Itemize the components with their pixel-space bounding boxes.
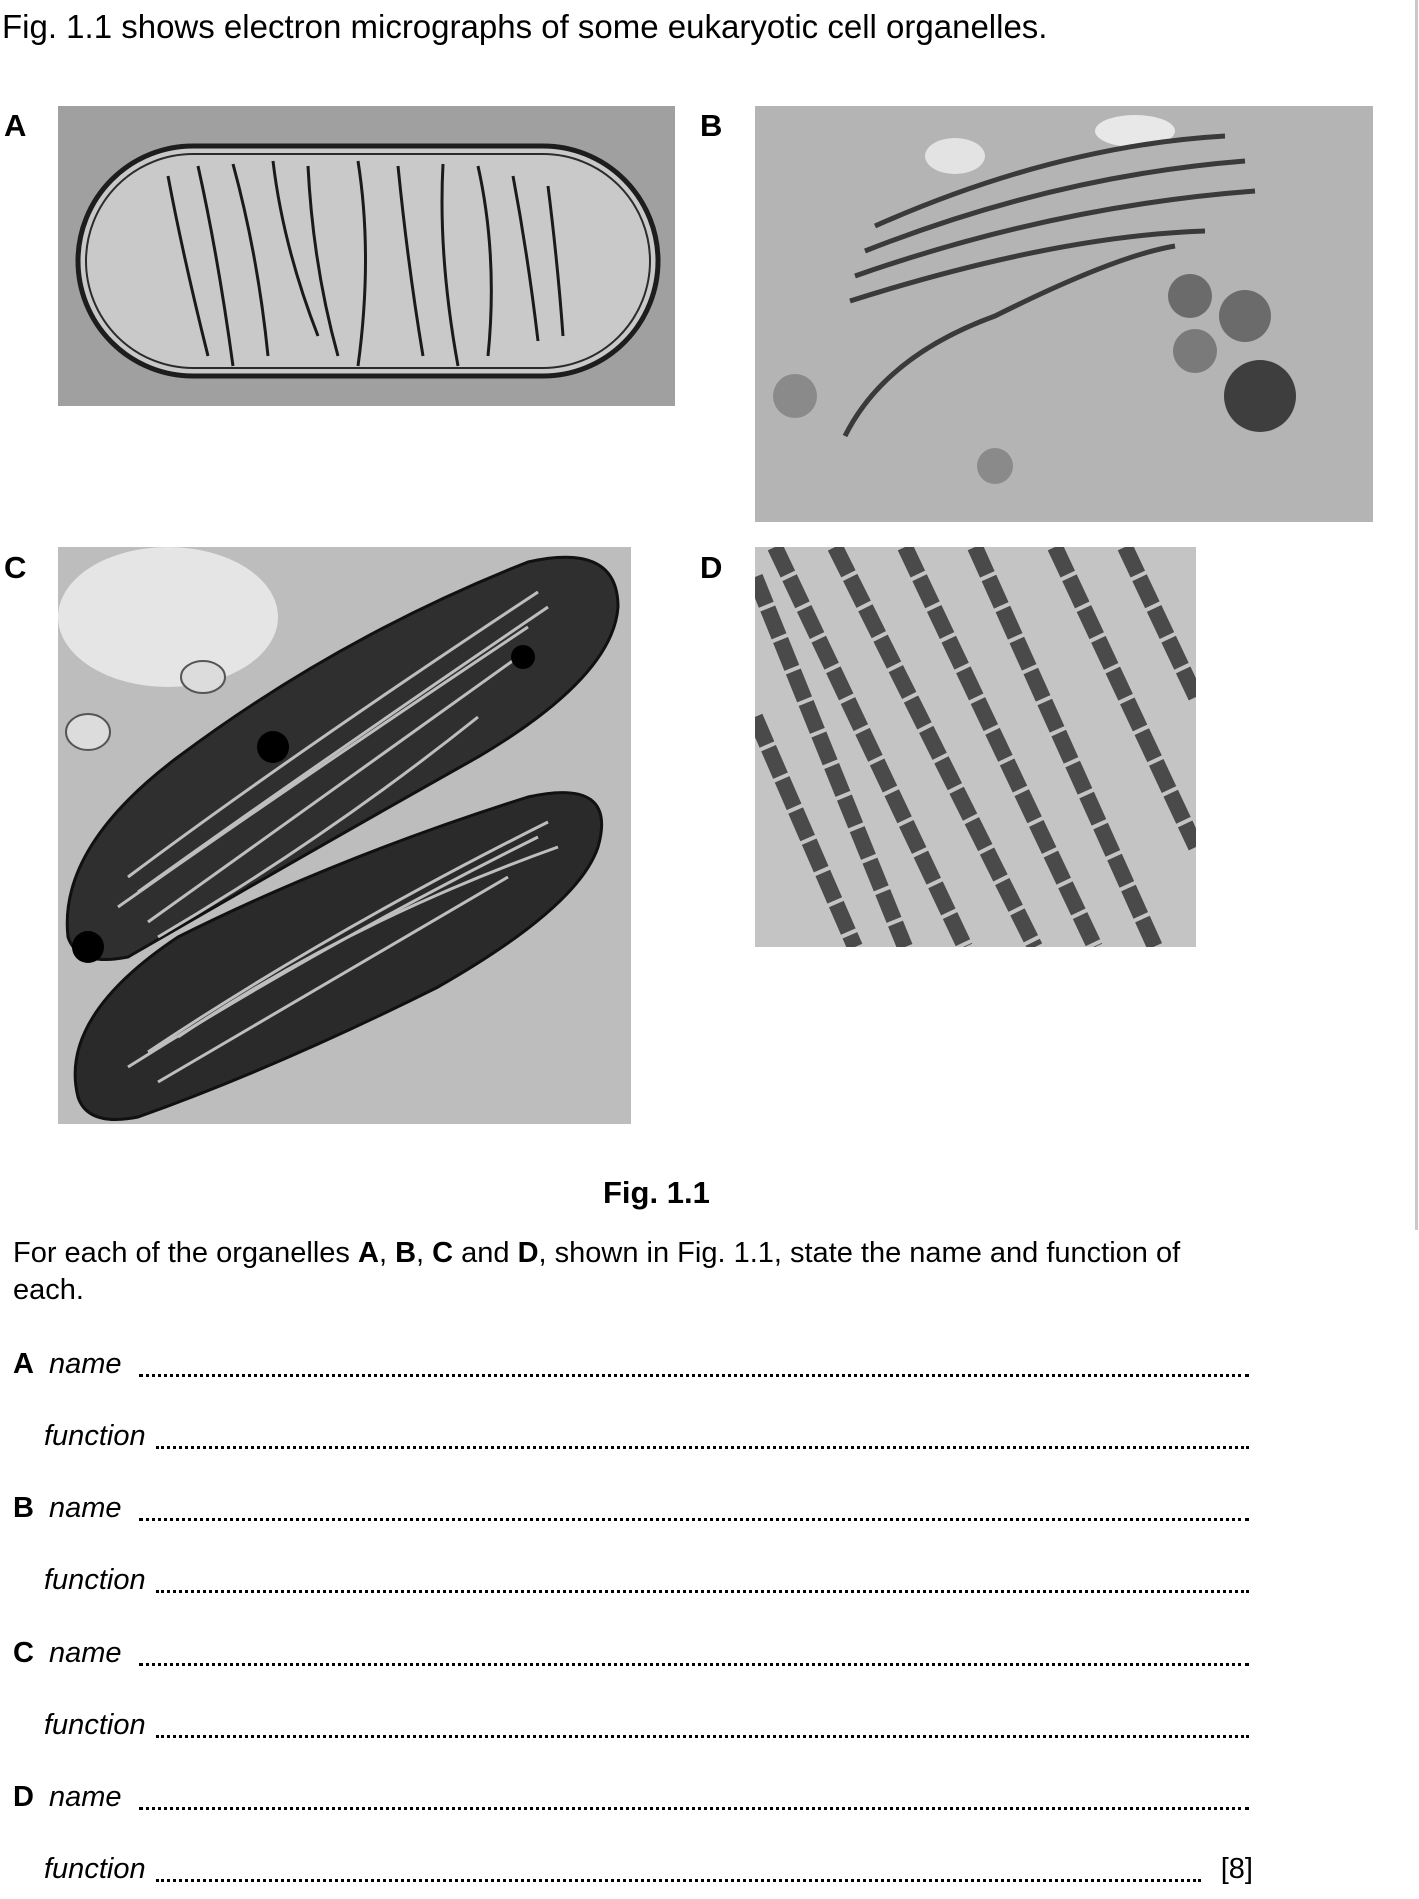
panel-label-c: C (4, 550, 27, 585)
page-edge-rule (1415, 0, 1418, 1230)
question-text: For each of the organelles A, B, C and D, shown in Fig. 1.1, state the name and function of each. (13, 1237, 1181, 1306)
answer-a-name-row (13, 1348, 1253, 1388)
answer-c-name-line[interactable] (139, 1663, 1249, 1666)
answer-letter: B (13, 1492, 34, 1524)
intro-text: Fig. 1.1 shows electron micrographs of some eukaryotic cell organelles. (2, 8, 1048, 45)
name-label: name (49, 1348, 122, 1380)
answer-d-function-line[interactable] (156, 1879, 1201, 1882)
panel-label-a: A (4, 108, 27, 143)
answer-b-function-line[interactable] (156, 1590, 1249, 1593)
function-label: function (44, 1420, 146, 1452)
answer-b-name-line[interactable] (139, 1518, 1249, 1521)
function-label: function (44, 1709, 146, 1741)
answer-b-name-row (13, 1492, 1253, 1532)
function-label: function (44, 1564, 146, 1596)
answer-c-function-row (13, 1709, 1253, 1749)
answer-letter: A (13, 1348, 34, 1380)
name-label: name (49, 1637, 122, 1669)
answer-a-function-line[interactable] (156, 1446, 1249, 1449)
function-label: function (44, 1853, 146, 1885)
panel-label-d: D (700, 550, 723, 585)
figure-caption: Fig. 1.1 (603, 1175, 710, 1210)
micrograph-a (58, 106, 675, 406)
marks-total: [8] (1220, 1853, 1253, 1885)
micrograph-b (755, 106, 1373, 522)
name-label: name (49, 1492, 122, 1524)
answer-c-name-row (13, 1637, 1253, 1677)
answer-a-function-row (13, 1420, 1253, 1460)
answer-d-name-row (13, 1781, 1253, 1821)
micrograph-d (755, 547, 1196, 947)
answer-c-function-line[interactable] (156, 1735, 1249, 1738)
answer-letter: D (13, 1781, 34, 1813)
answer-letter: C (13, 1637, 34, 1669)
panel-label-b: B (700, 108, 723, 143)
answer-d-name-line[interactable] (139, 1807, 1249, 1810)
micrograph-c (58, 547, 631, 1124)
answer-d-function-row (13, 1853, 1253, 1893)
answer-b-function-row (13, 1564, 1253, 1604)
answer-a-name-line[interactable] (139, 1374, 1249, 1377)
name-label: name (49, 1781, 122, 1813)
